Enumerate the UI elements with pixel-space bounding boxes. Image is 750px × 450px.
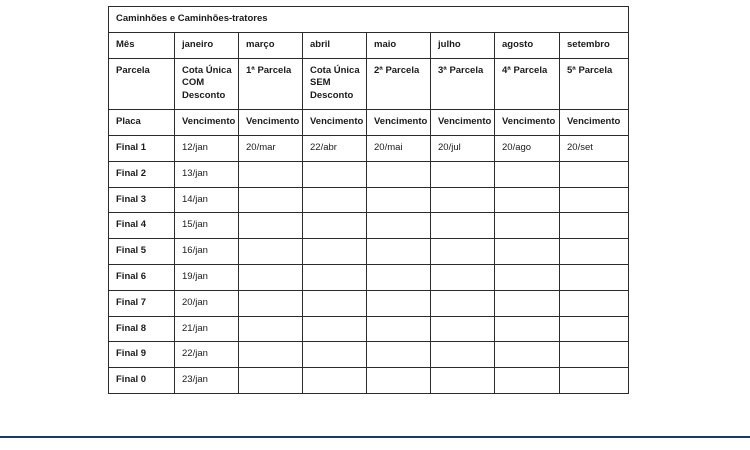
date-final-4-maio: [367, 213, 431, 239]
installment-1a-parcela: 1ª Parcela: [239, 58, 303, 109]
date-final-0-marco: [239, 368, 303, 394]
date-final-1-agosto: 20/ago: [495, 135, 560, 161]
date-final-9-julho: [431, 342, 495, 368]
plate-final-4: Final 4: [109, 213, 175, 239]
date-final-7-maio: [367, 290, 431, 316]
month-julho: julho: [431, 32, 495, 58]
table-row: [109, 368, 629, 394]
date-final-4-janeiro: 15/jan: [175, 213, 239, 239]
plate-final-9: Final 9: [109, 342, 175, 368]
date-final-0-abril: [303, 368, 367, 394]
date-final-7-setembro: [560, 290, 629, 316]
date-final-3-janeiro: 14/jan: [175, 187, 239, 213]
bottom-accent-rule: [0, 436, 750, 438]
date-final-5-abril: [303, 239, 367, 265]
date-final-8-maio: [367, 316, 431, 342]
date-final-2-janeiro: 13/jan: [175, 161, 239, 187]
date-final-1-janeiro: 12/jan: [175, 135, 239, 161]
due-label-5: Vencimento: [431, 110, 495, 136]
date-final-5-marco: [239, 239, 303, 265]
month-janeiro: janeiro: [175, 32, 239, 58]
plate-final-0: Final 0: [109, 368, 175, 394]
date-final-1-marco: 20/mar: [239, 135, 303, 161]
month-setembro: setembro: [560, 32, 629, 58]
month-agosto: agosto: [495, 32, 560, 58]
payment-schedule-table: [108, 6, 629, 394]
date-final-0-setembro: [560, 368, 629, 394]
due-label-4: Vencimento: [367, 110, 431, 136]
date-final-0-agosto: [495, 368, 560, 394]
table-row: [109, 264, 629, 290]
date-final-9-marco: [239, 342, 303, 368]
date-final-7-agosto: [495, 290, 560, 316]
header-placa: Placa: [109, 110, 175, 136]
table-row: [109, 135, 629, 161]
installment-4a-parcela: 4ª Parcela: [495, 58, 560, 109]
table-title-row: [109, 7, 629, 33]
date-final-4-marco: [239, 213, 303, 239]
date-final-9-abril: [303, 342, 367, 368]
plate-final-3: Final 3: [109, 187, 175, 213]
date-final-8-janeiro: 21/jan: [175, 316, 239, 342]
plate-final-2: Final 2: [109, 161, 175, 187]
date-final-6-abril: [303, 264, 367, 290]
month-abril: abril: [303, 32, 367, 58]
date-final-6-marco: [239, 264, 303, 290]
date-final-8-marco: [239, 316, 303, 342]
date-final-6-maio: [367, 264, 431, 290]
date-final-0-julho: [431, 368, 495, 394]
table-row: [109, 342, 629, 368]
due-label-6: Vencimento: [495, 110, 560, 136]
date-final-5-setembro: [560, 239, 629, 265]
month-maio: maio: [367, 32, 431, 58]
date-final-2-marco: [239, 161, 303, 187]
date-final-1-julho: 20/jul: [431, 135, 495, 161]
date-final-4-abril: [303, 213, 367, 239]
due-label-7: Vencimento: [560, 110, 629, 136]
date-final-3-marco: [239, 187, 303, 213]
date-final-3-agosto: [495, 187, 560, 213]
table-row: [109, 239, 629, 265]
date-final-3-maio: [367, 187, 431, 213]
plate-final-1: Final 1: [109, 135, 175, 161]
date-final-3-abril: [303, 187, 367, 213]
date-final-6-janeiro: 19/jan: [175, 264, 239, 290]
table-row-due: [109, 110, 629, 136]
date-final-3-julho: [431, 187, 495, 213]
schedule-table-container: [108, 6, 628, 394]
date-final-6-julho: [431, 264, 495, 290]
header-parcela: Parcela: [109, 58, 175, 109]
date-final-6-agosto: [495, 264, 560, 290]
due-label-3: Vencimento: [303, 110, 367, 136]
date-final-7-julho: [431, 290, 495, 316]
date-final-5-maio: [367, 239, 431, 265]
plate-final-8: Final 8: [109, 316, 175, 342]
table-row: [109, 213, 629, 239]
installment-2a-parcela: 2ª Parcela: [367, 58, 431, 109]
date-final-8-julho: [431, 316, 495, 342]
plate-final-5: Final 5: [109, 239, 175, 265]
date-final-2-maio: [367, 161, 431, 187]
due-label-1: Vencimento: [175, 110, 239, 136]
installment-5a-parcela: 5ª Parcela: [560, 58, 629, 109]
date-final-6-setembro: [560, 264, 629, 290]
installment-cota-unica-com-desconto: Cota Única COM Desconto: [175, 58, 239, 109]
date-final-0-janeiro: 23/jan: [175, 368, 239, 394]
date-final-4-setembro: [560, 213, 629, 239]
date-final-7-marco: [239, 290, 303, 316]
date-final-4-julho: [431, 213, 495, 239]
header-mes: Mês: [109, 32, 175, 58]
date-final-4-agosto: [495, 213, 560, 239]
table-row-installments: [109, 58, 629, 109]
date-final-7-janeiro: 20/jan: [175, 290, 239, 316]
table-row: [109, 161, 629, 187]
plate-final-7: Final 7: [109, 290, 175, 316]
date-final-0-maio: [367, 368, 431, 394]
due-label-2: Vencimento: [239, 110, 303, 136]
date-final-8-agosto: [495, 316, 560, 342]
date-final-2-julho: [431, 161, 495, 187]
date-final-5-julho: [431, 239, 495, 265]
date-final-9-janeiro: 22/jan: [175, 342, 239, 368]
date-final-2-abril: [303, 161, 367, 187]
plate-final-6: Final 6: [109, 264, 175, 290]
table-row: [109, 187, 629, 213]
date-final-1-setembro: 20/set: [560, 135, 629, 161]
date-final-5-agosto: [495, 239, 560, 265]
date-final-8-setembro: [560, 316, 629, 342]
installment-cota-unica-sem-desconto: Cota Única SEM Desconto: [303, 58, 367, 109]
date-final-9-maio: [367, 342, 431, 368]
table-row: [109, 316, 629, 342]
table-row: [109, 290, 629, 316]
month-marco: março: [239, 32, 303, 58]
table-row-months: [109, 32, 629, 58]
date-final-2-agosto: [495, 161, 560, 187]
date-final-2-setembro: [560, 161, 629, 187]
date-final-9-setembro: [560, 342, 629, 368]
date-final-3-setembro: [560, 187, 629, 213]
installment-3a-parcela: 3ª Parcela: [431, 58, 495, 109]
date-final-9-agosto: [495, 342, 560, 368]
date-final-1-maio: 20/mai: [367, 135, 431, 161]
date-final-8-abril: [303, 316, 367, 342]
date-final-5-janeiro: 16/jan: [175, 239, 239, 265]
date-final-7-abril: [303, 290, 367, 316]
table-title: Caminhões e Caminhões-tratores: [109, 7, 629, 33]
date-final-1-abril: 22/abr: [303, 135, 367, 161]
